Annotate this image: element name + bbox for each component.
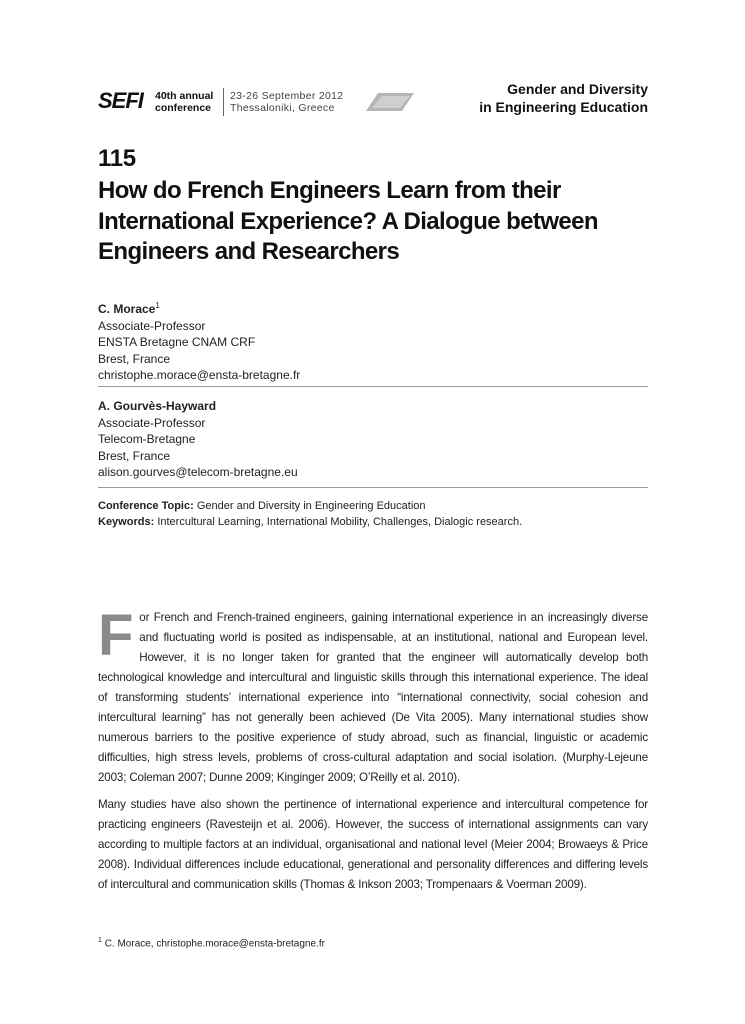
author-affiliation: Telecom-Bretagne	[98, 432, 196, 447]
header-divider	[223, 88, 224, 116]
track-title	[479, 80, 648, 116]
page-header	[98, 80, 648, 120]
author-position: Associate-Professor	[98, 318, 206, 333]
keywords	[98, 514, 658, 530]
author-email: christophe.morace@ensta-bretagne.fr	[98, 368, 301, 383]
conference-dates-location	[230, 90, 343, 114]
body-paragraph-2: Many studies have also shown the pertinence of international experience and intercultural competence for practicing engineers (Ravesteijn et al. 2006). However, the success of international assignments can vary according to multiple factors at an individual, organisational and national level (Meier 2004; Browaeys & Price 2008). Individual differences include educational, generational and personality differences and differing levels of intercultural and communication skills (Thomas & Inkson 2003; Trompenaars & Voerman 2009).	[98, 798, 648, 891]
drop-cap: F	[98, 603, 134, 668]
author-block-2	[98, 398, 648, 481]
paragraph-text: or French and French-trained engineers, gaining international experience in an increasingly diverse and fluctuating world is posited as indispensable, at an institutional, national and European level. However, it is no longer taken for granted that the engineer will automatically develop both technological knowledge and intercultural and linguistic skills through this international experience. The ideal of transforming students’ international experience into “international connectivity, social cohesion and intercultural learning” has not generally been achieved (De Vita 2005). Many international studies show numerous barriers to the positive experience of study abroad, such as financial, linguistic or academic difficulties, high stress levels, problems of cross-cultural adaptation and social isolation. (Murphy-Lejeune 2003; Coleman 2007; Dunne 2009; Kinginger 2009; O’Reilly et al. 2010).	[98, 611, 648, 784]
author-email: alison.gourves@telecom-bretagne.eu	[98, 465, 298, 480]
divider	[98, 386, 648, 387]
footnote-mark: 1	[98, 937, 102, 944]
footnote-mark: 1	[155, 301, 160, 310]
footnote	[98, 934, 325, 951]
conference-line-1: 40th annual	[155, 90, 214, 102]
author-position: Associate-Professor	[98, 415, 206, 430]
author-location: Brest, France	[98, 448, 171, 463]
divider	[98, 487, 648, 488]
paper-title: How do French Engineers Learn from their International Experience? A Dialogue between Engineers and Researchers	[98, 177, 598, 265]
topic-value: Gender and Diversity in Engineering Education	[196, 500, 426, 512]
conference-dates: 23-26 September 2012	[230, 90, 344, 102]
author-affiliation: ENSTA Bretagne CNAM CRF	[98, 335, 256, 350]
author-location: Brest, France	[98, 351, 171, 366]
paper-number: 115	[98, 145, 136, 172]
conference-line-2: conference	[155, 102, 212, 114]
track-line-1: Gender and Diversity	[507, 81, 648, 97]
author-block-1	[98, 298, 648, 384]
author-name: A. Gourvès-Hayward	[98, 399, 217, 413]
conference-label	[155, 90, 213, 114]
paper-meta	[98, 498, 658, 530]
keywords-label: Keywords:	[98, 516, 155, 528]
body-paragraph-1	[98, 603, 648, 788]
topic-label: Conference Topic:	[98, 500, 194, 512]
track-line-2: in Engineering Education	[479, 99, 648, 115]
conference-location: Thessaloniki, Greece	[230, 102, 335, 114]
decorative-stripe-icon	[366, 93, 414, 111]
conference-topic	[98, 498, 658, 514]
sefi-logo: SEFI	[98, 88, 143, 113]
author-name: C. Morace	[98, 302, 156, 316]
keywords-value: Intercultural Learning, International Mobility, Challenges, Dialogic research.	[157, 516, 523, 528]
footnote-text: C. Morace, christophe.morace@ensta-bretagne.fr	[104, 938, 325, 950]
